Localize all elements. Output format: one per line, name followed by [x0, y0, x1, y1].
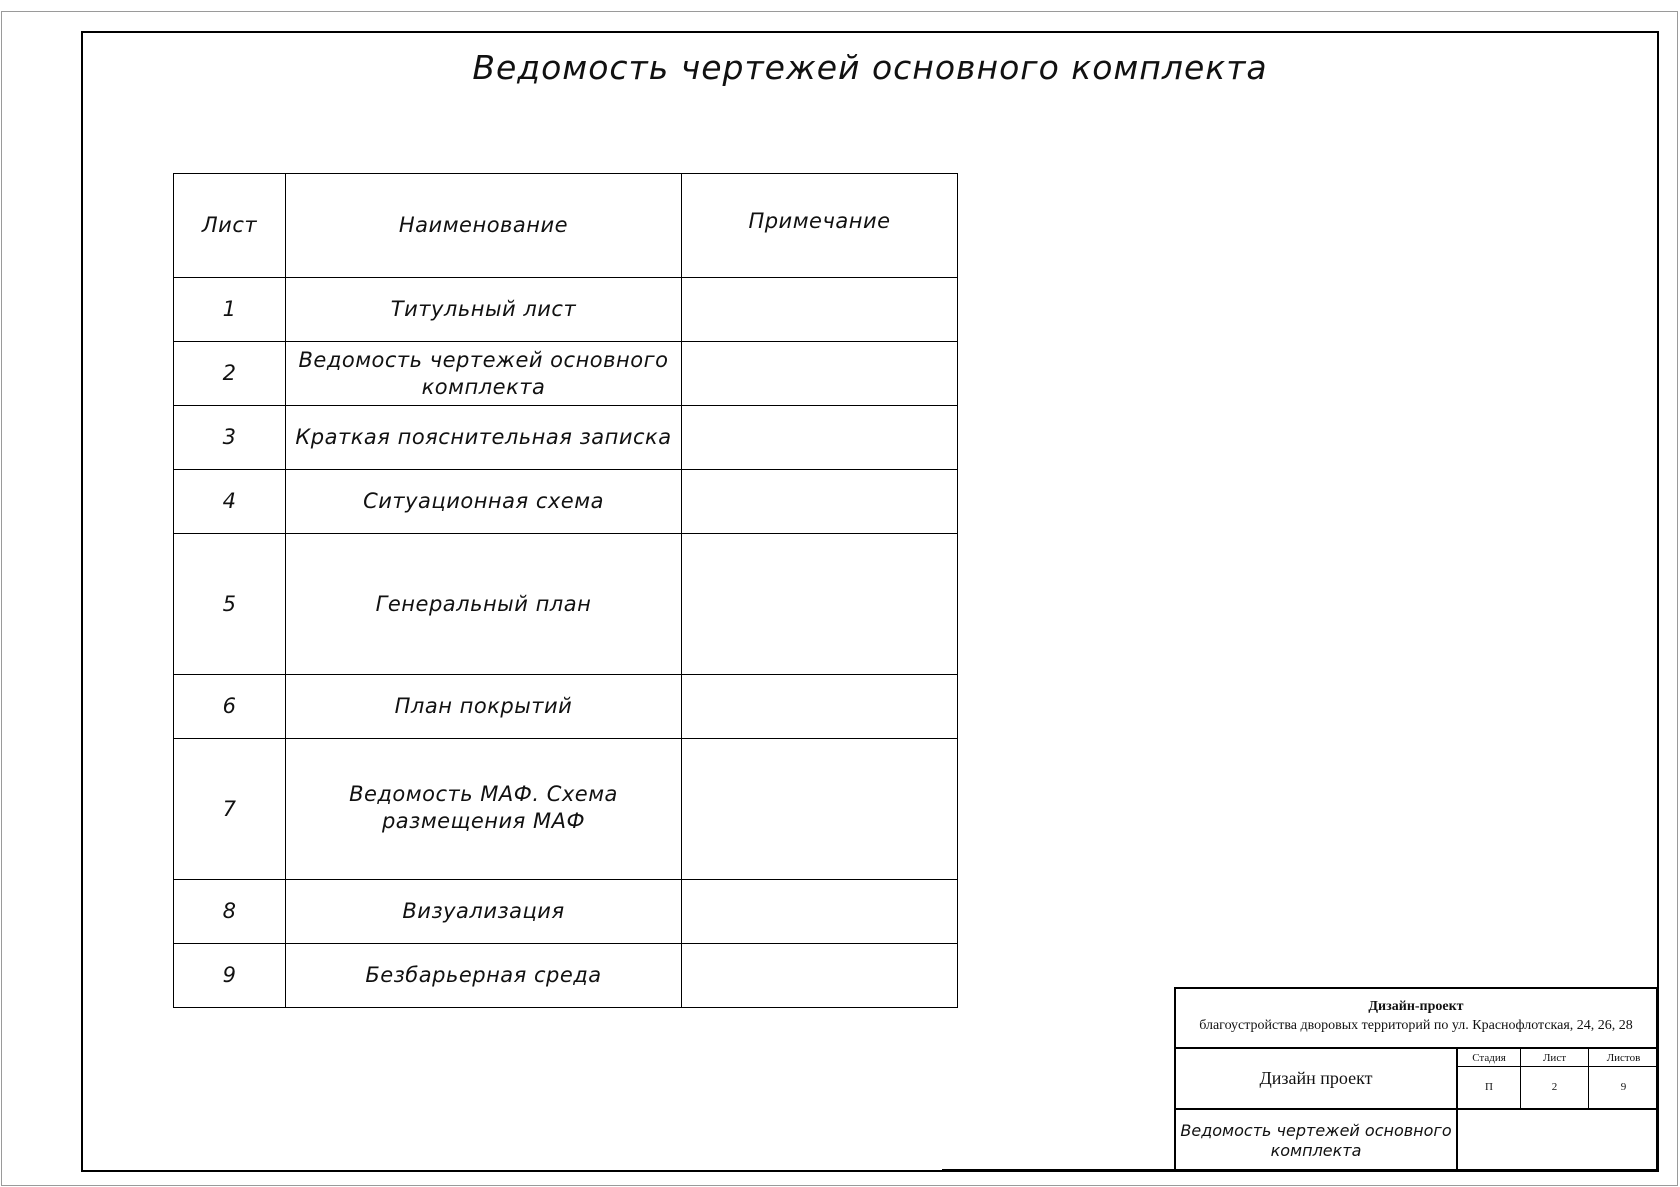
row-note [682, 534, 958, 675]
sheet-name: Ведомость чертежей основного комплекта [1180, 1120, 1452, 1160]
row-sheet-name: Титульный лист [286, 278, 682, 342]
row-note [682, 880, 958, 944]
table-row [174, 880, 958, 944]
row-sheet-number: 8 [174, 880, 286, 944]
row-sheet-number: 9 [174, 944, 286, 1008]
row-sheet-name: План покрытий [286, 675, 682, 739]
row-note [682, 470, 958, 534]
row-note [682, 675, 958, 739]
row-sheet-name: Безбарьерная среда [286, 944, 682, 1008]
row-sheet-name: Ведомость МАФ. Схема размещения МАФ [286, 739, 682, 880]
row-sheet-name: Краткая пояснительная записка [286, 406, 682, 470]
project-title: Дизайн-проект [1368, 999, 1464, 1014]
table-row [174, 406, 958, 470]
table-row [174, 675, 958, 739]
stage-name: Дизайн проект [1259, 1068, 1373, 1088]
title-block [1174, 987, 1658, 1171]
header-note: Примечание [682, 174, 958, 278]
value-sheet: 2 [1551, 1081, 1558, 1093]
value-sheets: 9 [1620, 1081, 1627, 1093]
row-sheet-number: 4 [174, 470, 286, 534]
label-sheet: Лист [1542, 1052, 1567, 1064]
value-stage: П [1485, 1081, 1493, 1093]
table-row [174, 342, 958, 406]
row-sheet-number: 5 [174, 534, 286, 675]
label-stage: Стадия [1472, 1052, 1506, 1064]
table-row [174, 470, 958, 534]
row-note [682, 278, 958, 342]
row-sheet-number: 2 [174, 342, 286, 406]
project-subtitle: благоустройства дворовых территорий по ул. Краснофлотская, 24, 26, 28 [1199, 1018, 1633, 1033]
label-sheets: Листов [1606, 1052, 1641, 1064]
row-note [682, 342, 958, 406]
table-row [174, 944, 958, 1008]
row-sheet-number: 3 [174, 406, 286, 470]
frame-bottom-line [942, 1169, 1176, 1170]
row-sheet-name: Генеральный план [286, 534, 682, 675]
table-row [174, 534, 958, 675]
header-sheet: Лист [174, 174, 286, 278]
row-sheet-number: 7 [174, 739, 286, 880]
row-sheet-name: Ведомость чертежей основного комплекта [286, 342, 682, 406]
row-sheet-number: 1 [174, 278, 286, 342]
table-header-row [174, 174, 958, 278]
header-name: Наименование [286, 174, 682, 278]
row-note [682, 944, 958, 1008]
title-block-divider [1457, 1066, 1656, 1067]
row-note [682, 406, 958, 470]
row-sheet-name: Визуализация [286, 880, 682, 944]
page-title: Ведомость чертежей основного комплекта [472, 48, 1268, 87]
row-sheet-number: 6 [174, 675, 286, 739]
table-row [174, 278, 958, 342]
drawings-list-table [173, 173, 958, 1008]
row-sheet-name: Ситуационная схема [286, 470, 682, 534]
table-row [174, 739, 958, 880]
row-note [682, 739, 958, 880]
